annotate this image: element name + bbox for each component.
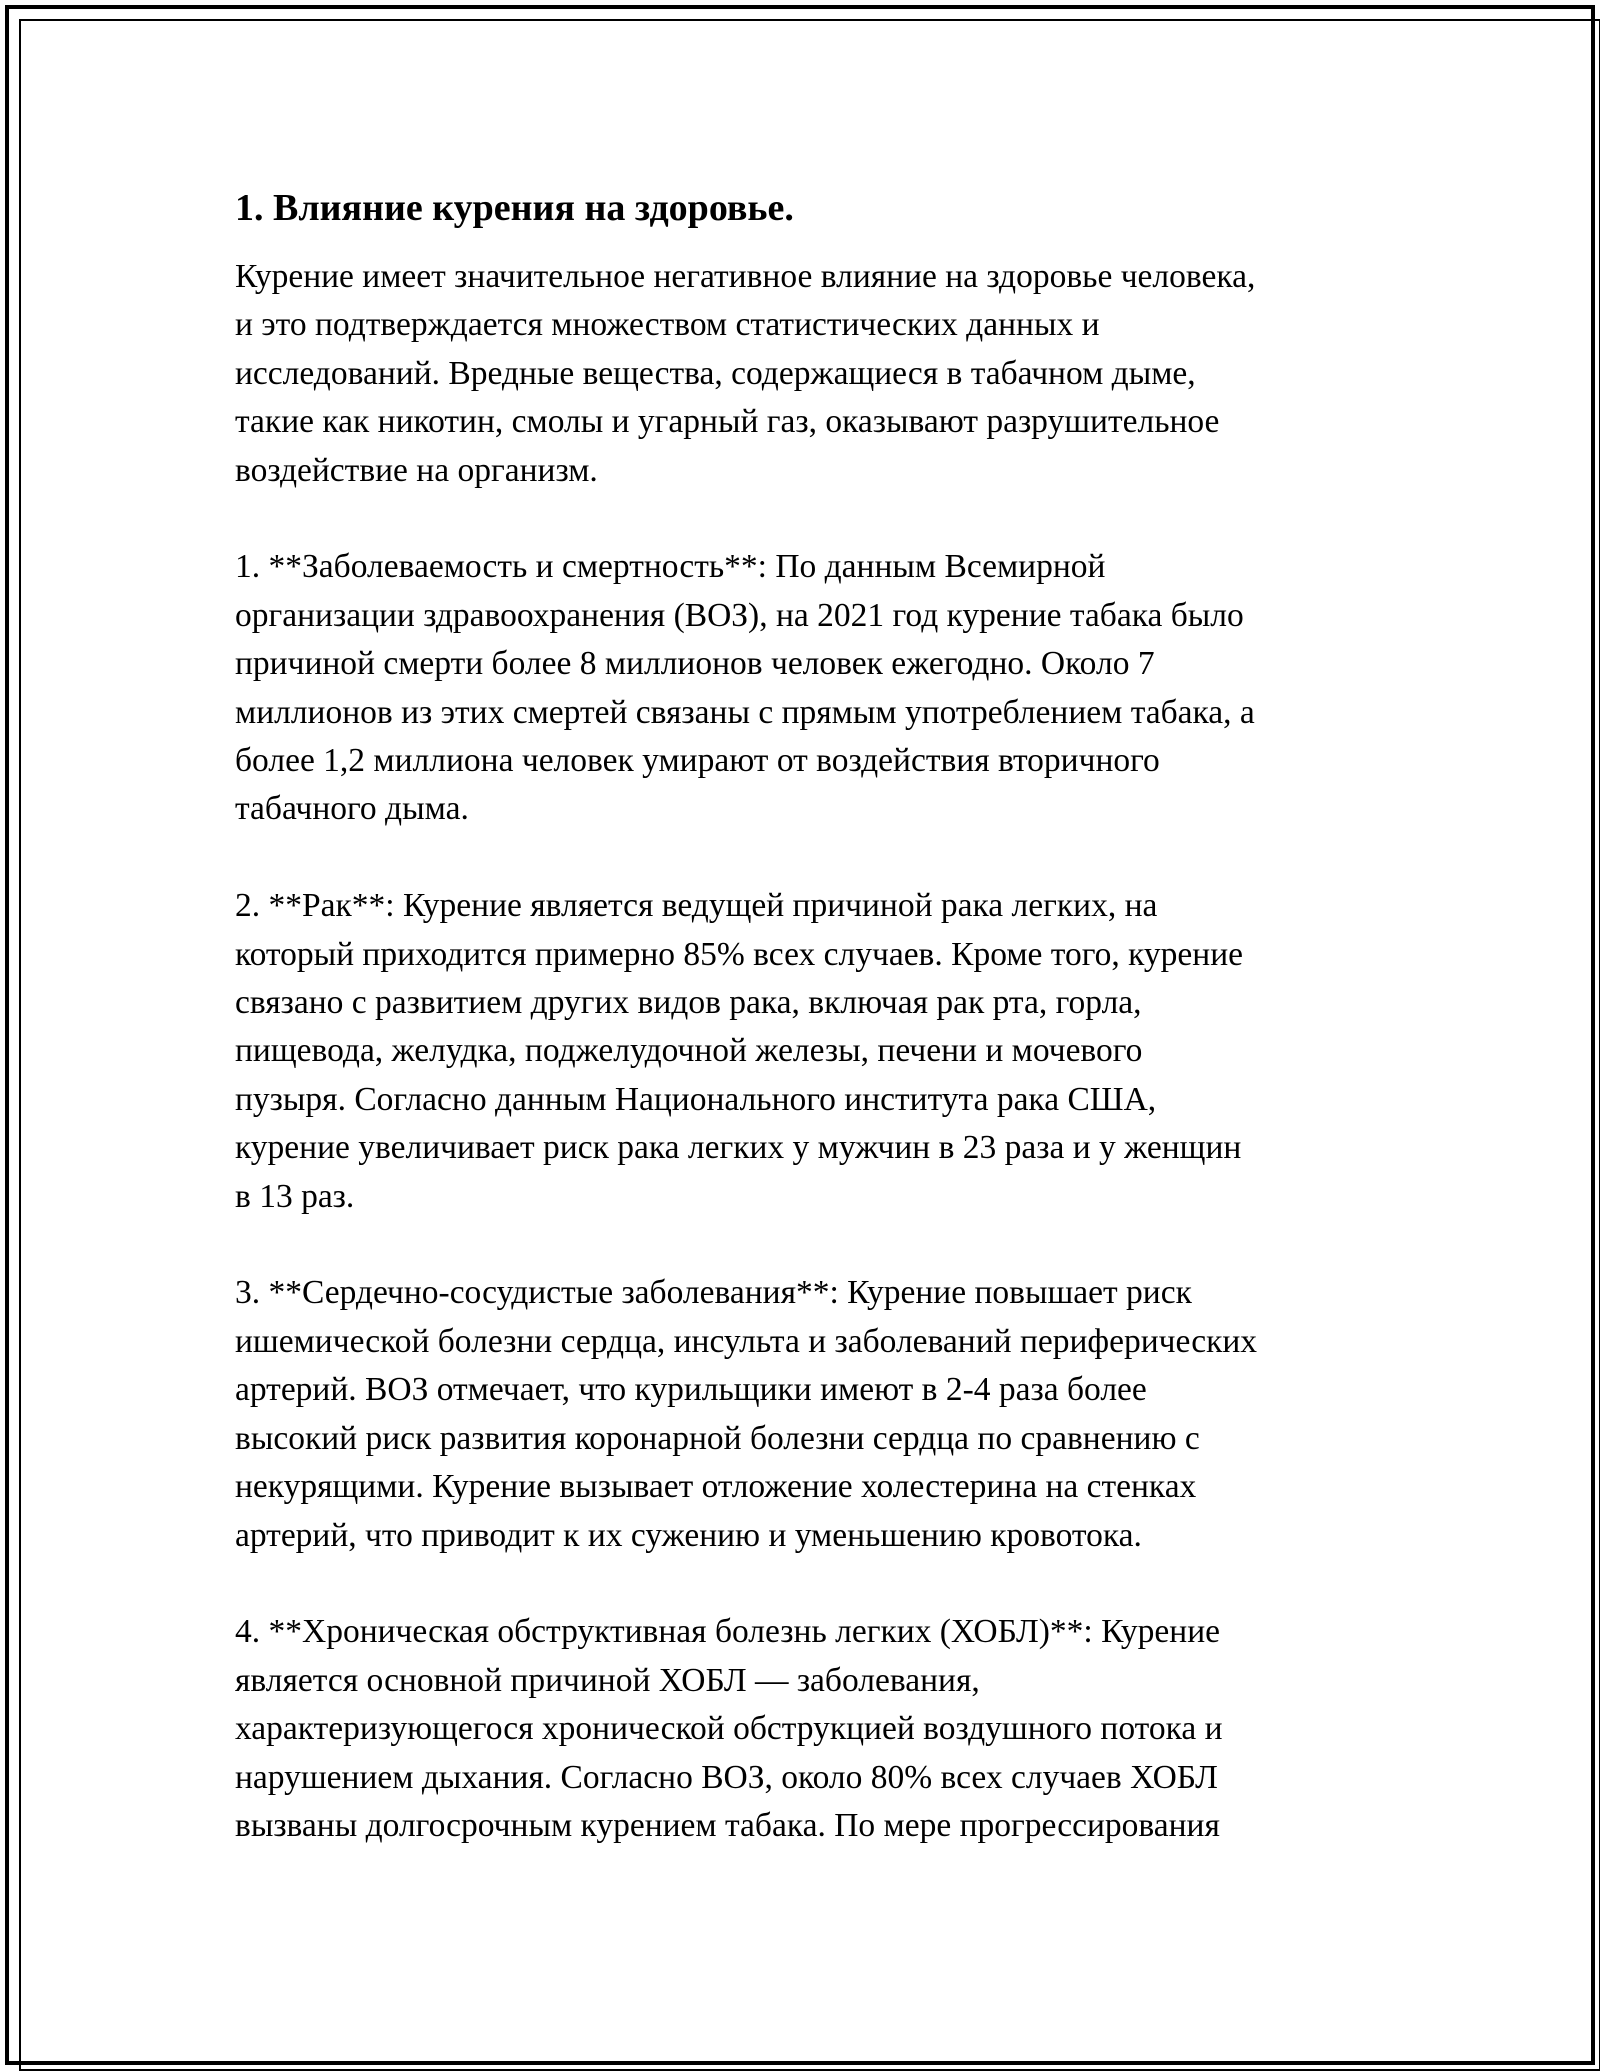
- paragraph-morbidity-mortality: 1. **Заболеваемость и смертность**: По данным Всемирной организации здравоохранения (ВОЗ), на 2021 год курение табака было причиной смерти более 8 миллионов человек ежегодно. Около 7 миллионов из этих смертей связаны с прямым употреблением табака, а более 1,2 миллиона человек умирают от воздействия вторичного табачного дыма.: [235, 548, 1255, 828]
- paragraph-cancer: 2. **Рак**: Курение является ведущей причиной рака легких, на который приходится примерно 85% всех случаев. Кроме того, курение связано с развитием других видов рака, включая рак рта, горла, пищевода, желудка, поджелудочной железы, печени и мочевого пузыря. Согласно данным Национального института рака США, курение увеличивает риск рака легких у мужчин в 23 раза и у женщин в 13 раз.: [235, 887, 1244, 1215]
- section-heading: 1. Влияние курения на здоровье.: [235, 187, 794, 229]
- paragraph-copd: 4. **Хроническая обструктивная болезнь легких (ХОБЛ)**: Курение является основной причиной ХОБЛ — заболевания, характеризующегося хронической обструкцией воздушного потока и нарушением дыхания. Согласно ВОЗ, около 80% всех случаев ХОБЛ вызваны долгосрочным курением табака. По мере прогрессирования: [235, 1613, 1223, 1844]
- paragraph-cardiovascular: 3. **Сердечно-сосудистые заболевания**: Курение повышает риск ишемической болезни сердца, инсульта и заболеваний периферических артерий. ВОЗ отмечает, что курильщики имеют в 2-4 раза более высокий риск развития коронарной болезни сердца по сравнению с некурящими. Курение вызывает отложение холестерина на стенках артерий, что приводит к их сужению и уменьшению кровотока.: [235, 1274, 1258, 1554]
- document-body: [235, 185, 1385, 1899]
- intro-paragraph: Курение имеет значительное негативное влияние на здоровье человека, и это подтверждается множеством статистических данных и исследований. Вредные вещества, содержащиеся в табачном дыме, такие как никотин, смолы и угарный газ, оказывают разрушительное воздействие на организм.: [235, 258, 1256, 489]
